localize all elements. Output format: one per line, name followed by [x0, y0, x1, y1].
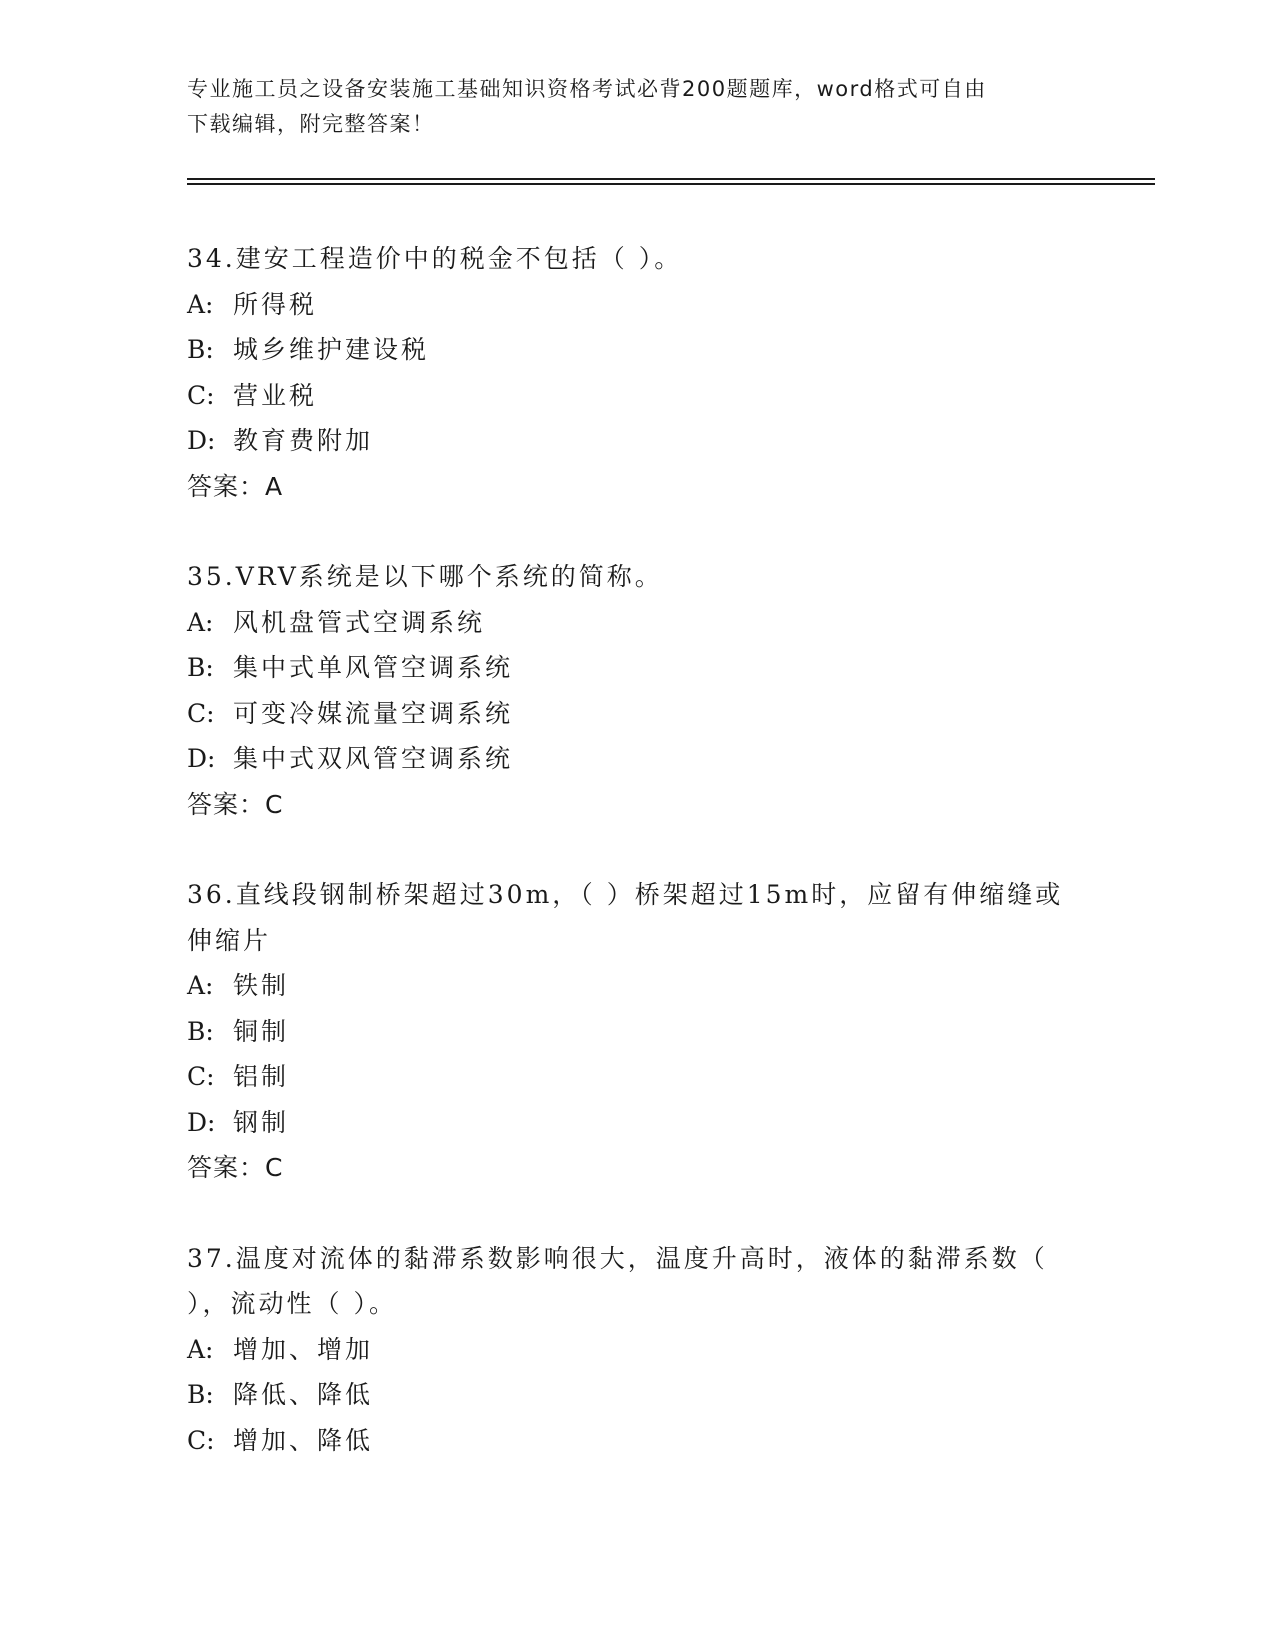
option-key: B: [187, 1016, 214, 1046]
option-key: D: [187, 426, 216, 455]
option-key: B: [187, 335, 214, 364]
option-d [187, 736, 1087, 782]
option-text: 风机盘管式空调系统 [233, 607, 486, 637]
option-text: 教育费附加 [233, 426, 374, 455]
option-text: 增加、降低 [233, 1425, 374, 1455]
option-text: 营业税 [233, 380, 318, 410]
option-key: A: [187, 289, 214, 319]
option-text: 增加、增加 [233, 1334, 374, 1364]
option-b [187, 645, 1087, 691]
question-36 [187, 872, 1087, 1191]
header-line-1: 专业施工员之设备安装施工基础知识资格考试必背200题题库，word格式可自由 [187, 77, 987, 101]
option-key: A: [187, 1334, 214, 1364]
option-key: A: [187, 971, 214, 1000]
option-a [187, 1327, 1087, 1373]
option-b [187, 1372, 1087, 1418]
option-text: 铜制 [233, 1016, 290, 1046]
option-d [187, 1100, 1087, 1146]
option-key: D: [187, 744, 216, 773]
option-a [187, 963, 1087, 1009]
question-text: 34.建安工程造价中的税金不包括（ ）。 [187, 244, 683, 273]
answer: 答案：C [187, 789, 284, 819]
header-divider-top [187, 178, 1155, 180]
question-list [187, 236, 1087, 1508]
option-b [187, 1009, 1087, 1055]
document-header [187, 72, 1087, 142]
option-text: 铁制 [233, 971, 290, 1000]
option-key: C: [187, 1425, 215, 1455]
answer: 答案：C [187, 1153, 284, 1182]
option-b [187, 327, 1087, 373]
option-text: 降低、降低 [233, 1380, 374, 1409]
header-divider-bottom [187, 183, 1155, 185]
answer: 答案：A [187, 471, 284, 501]
option-key: C: [187, 380, 215, 410]
option-key: C: [187, 698, 215, 728]
option-text: 集中式单风管空调系统 [233, 653, 514, 682]
option-text: 所得税 [233, 289, 318, 319]
option-text: 铝制 [233, 1062, 290, 1091]
option-c [187, 691, 1087, 737]
question-text-line-2: 伸缩片 [187, 925, 272, 955]
question-37 [187, 1236, 1087, 1464]
option-text: 钢制 [233, 1107, 290, 1137]
option-text: 城乡维护建设税 [233, 335, 430, 364]
option-key: D: [187, 1107, 216, 1137]
option-a [187, 282, 1087, 328]
option-c [187, 373, 1087, 419]
option-c [187, 1054, 1087, 1100]
option-text: 可变冷媒流量空调系统 [233, 698, 514, 728]
header-line-2: 下载编辑，附完整答案！ [187, 112, 435, 136]
option-key: B: [187, 1380, 214, 1409]
question-text-line-1: 37.温度对流体的黏滞系数影响很大，温度升高时，液体的黏滞系数（ [187, 1243, 1048, 1273]
option-d [187, 418, 1087, 464]
question-text-line-1: 36.直线段钢制桥架超过30m，（ ）桥架超过15m时，应留有伸缩缝或 [187, 880, 1064, 909]
option-a [187, 600, 1087, 646]
option-c [187, 1418, 1087, 1464]
option-key: B: [187, 653, 214, 682]
question-34 [187, 236, 1087, 509]
option-text: 集中式双风管空调系统 [233, 744, 514, 773]
option-key: C: [187, 1062, 215, 1091]
question-35 [187, 554, 1087, 827]
question-text: 35.VRV系统是以下哪个系统的简称。 [187, 562, 663, 591]
question-text-line-2: ），流动性（ ）。 [187, 1289, 397, 1318]
option-key: A: [187, 607, 214, 637]
